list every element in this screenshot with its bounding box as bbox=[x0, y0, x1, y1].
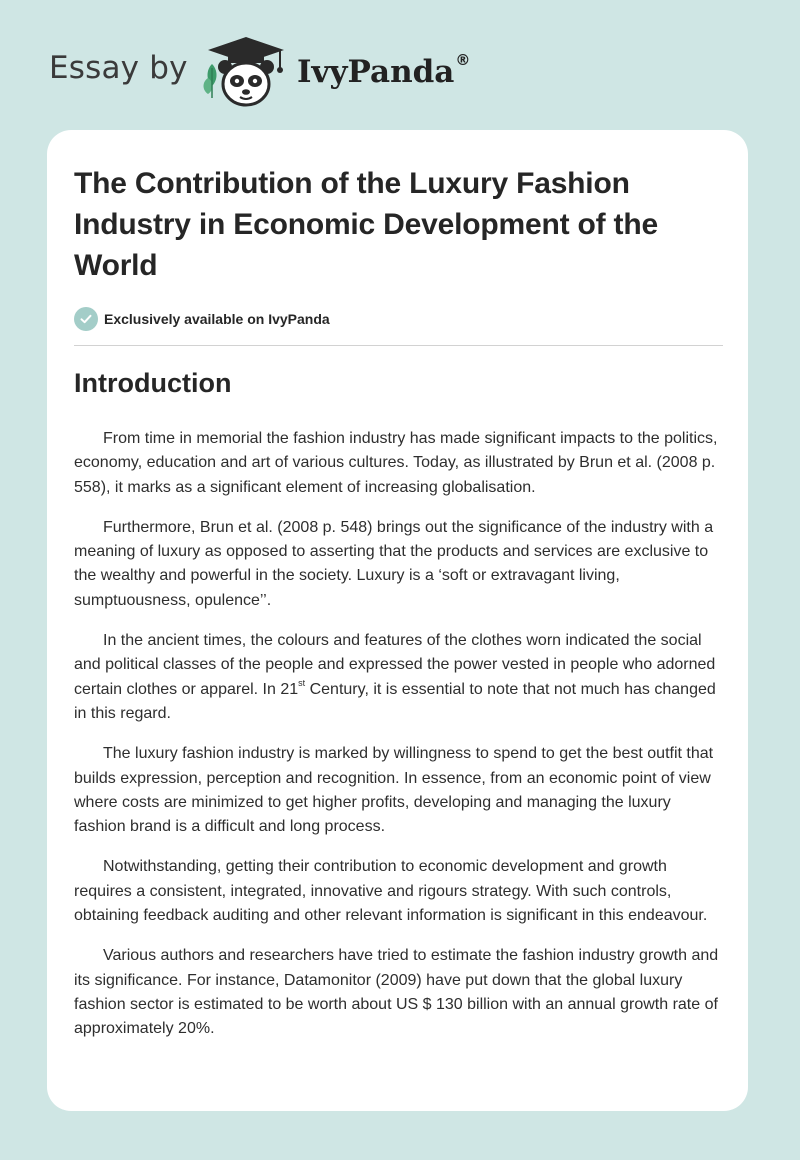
paragraph: From time in memorial the fashion industry has made significant impacts to the politics, economy, education and art of various cultures. Today, as illustrated by Brun et al. (2008 p. 558), it marks as a significant element of increasing globalisation. bbox=[74, 430, 718, 496]
site-header bbox=[0, 0, 800, 130]
exclusive-badge-label: Exclusively available on IvyPanda bbox=[104, 311, 330, 327]
title-divider bbox=[74, 345, 723, 346]
section-heading-introduction: Introduction bbox=[74, 368, 232, 398]
paragraph: Various authors and researchers have tried to estimate the fashion industry growth and its significance. For instance, Datamonitor (2009) have put down that the global luxury fashion sector is estimated to be worth about US $ 130 billion with an annual growth rate of approximately 20%. bbox=[74, 947, 719, 1038]
registered-mark: ® bbox=[455, 50, 471, 69]
ordinal-suffix: st bbox=[298, 678, 306, 689]
paragraph: The luxury fashion industry is marked by willingness to spend to get the best outfit that builds expression, perception and recognition. In essence, from an economic point of view where costs are minimized to get higher profits, developing and managing the luxury fashion brand is a difficult and long process. bbox=[74, 745, 714, 836]
exclusive-badge bbox=[74, 306, 330, 332]
essay-by-label: Essay by bbox=[49, 50, 188, 86]
panda-logo-icon[interactable] bbox=[200, 34, 292, 110]
brand-text: IvyPanda bbox=[297, 54, 455, 90]
paragraph-text-before: In the ancient times, the colours and features of the clothes worn indicated the social and political classes of the people and expressed the power vested in people who adorned certain clothes or apparel. In 21 bbox=[74, 632, 716, 698]
paragraph-text-after: Century, it is essential to note that not much has changed in this regard. bbox=[74, 680, 716, 722]
article-card bbox=[47, 130, 748, 1111]
article-title: The Contribution of the Luxury Fashion Industry in Economic Development of the World bbox=[74, 167, 658, 282]
paragraph: Notwithstanding, getting their contribution to economic development and growth requires a consistent, integrated, innovative and rigours strategy. With such controls, obtaining feedback auditing and other relevant information is significant in this endeavour. bbox=[74, 858, 708, 925]
brand-name[interactable] bbox=[297, 50, 471, 90]
check-circle-icon bbox=[74, 307, 98, 331]
paragraph bbox=[74, 629, 726, 726]
article-body bbox=[74, 427, 726, 1058]
paragraph: Furthermore, Brun et al. (2008 p. 548) brings out the significance of the industry with a meaning of luxury as opposed to asserting that the products and services are exclusive to the wealthy and powerful in the society. Luxury is a ‘soft or extravagant living, sumptuousness, opulence’’. bbox=[74, 518, 714, 609]
